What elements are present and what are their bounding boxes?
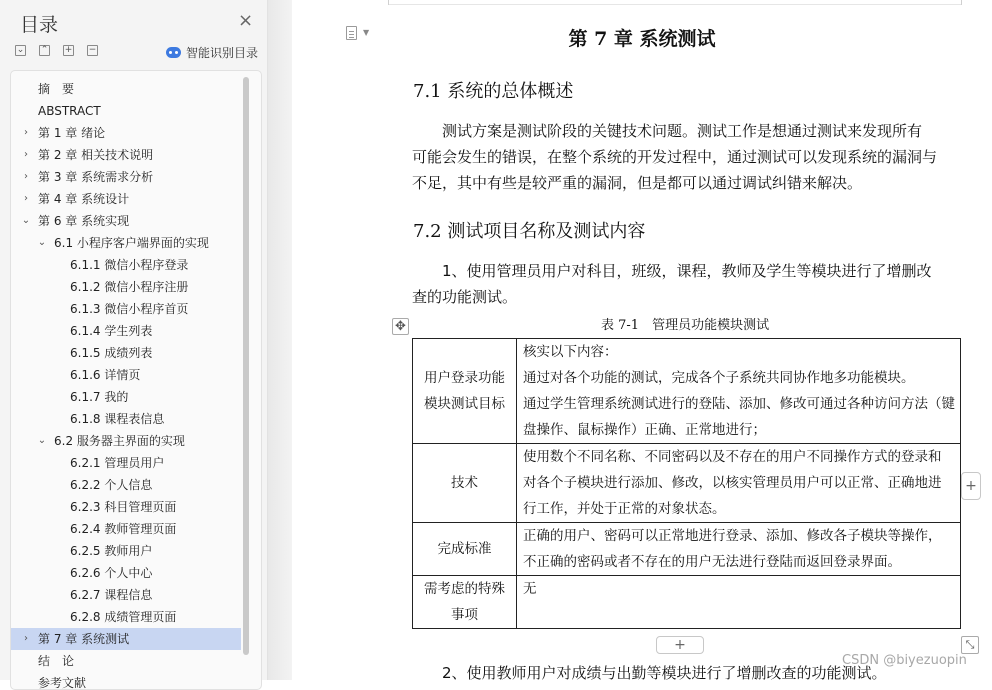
toc-item-label: 6.1.2 微信小程序注册: [70, 280, 189, 294]
cell-text: 完成标准: [437, 541, 492, 557]
cell-text: 无: [523, 581, 537, 597]
panel-divider: [268, 0, 292, 680]
chevron-right-icon[interactable]: ›: [24, 149, 28, 160]
table-content-cell[interactable]: [517, 576, 961, 629]
toc-item-label: 6.2.5 教师用户: [70, 544, 153, 558]
toc-item[interactable]: [11, 650, 261, 672]
chevron-down-icon: ⌄: [16, 45, 25, 55]
table-content-cell[interactable]: [517, 444, 961, 523]
chevron-right-icon[interactable]: ›: [24, 127, 28, 138]
cell-text: 用户登录功能: [424, 370, 505, 386]
toc-item[interactable]: [11, 628, 241, 650]
toc-item-label: 6.1.5 成绩列表: [70, 346, 153, 360]
toc-item-label: 6.2.1 管理员用户: [70, 456, 165, 470]
toc-item[interactable]: [11, 584, 261, 606]
toc-item-label: 6.1.4 学生列表: [70, 324, 153, 338]
watermark: CSDN @biyezuopin: [842, 653, 967, 668]
toc-item-label: 6.2.3 科目管理页面: [70, 500, 177, 514]
toc-item-label: 第 7 章 系统测试: [38, 632, 130, 646]
toc-item-label: 6.1.6 详情页: [70, 368, 141, 382]
collapse-all-button[interactable]: [15, 45, 26, 56]
section-paragraph-7-1: [412, 118, 968, 196]
cell-text: 通过对各个功能的测试，完成各个子系统共同协作地多功能模块。: [523, 370, 915, 386]
toc-item-label: 6.2 服务器主界面的实现: [54, 434, 185, 448]
toc-item[interactable]: [11, 518, 261, 540]
chevron-right-icon[interactable]: ›: [24, 193, 28, 204]
toc-item[interactable]: [11, 276, 261, 298]
plus-icon: +: [64, 45, 73, 55]
toc-scrollbar[interactable]: [243, 77, 249, 655]
close-icon[interactable]: ×: [238, 10, 254, 31]
chevron-down-icon[interactable]: ⌄: [21, 215, 31, 226]
toc-item[interactable]: [11, 232, 261, 254]
toc-item[interactable]: [11, 672, 261, 690]
toc-title: 目录: [20, 14, 59, 36]
cell-text: 盘操作、鼠标操作）正确、正常地进行；: [523, 422, 766, 438]
paragraph-line: 1、使用管理员用户对科目，班级，课程，教师及学生等模块进行了增删改: [412, 262, 932, 280]
toc-item-label: 第 4 章 系统设计: [38, 192, 130, 206]
move-icon: ✥: [395, 319, 406, 334]
toc-item-label: 第 6 章 系统实现: [38, 214, 130, 228]
add-row-button[interactable]: [656, 636, 704, 654]
table-label-cell[interactable]: [413, 523, 517, 576]
toc-list-box: [10, 70, 262, 690]
toc-item[interactable]: [11, 452, 261, 474]
table-caption: 表 7-1 管理员功能模块测试: [601, 318, 770, 333]
cell-text: 正确的用户、密码可以正常地进行登录、添加、修改各子模块等操作，: [523, 528, 942, 544]
section-paragraph-7-2: [412, 258, 968, 310]
table-label-cell[interactable]: [413, 576, 517, 629]
chevron-down-icon[interactable]: ⌄: [37, 435, 47, 446]
toc-item-label: 6.1.1 微信小程序登录: [70, 258, 189, 272]
toc-item-label: 6.1.8 课程表信息: [70, 412, 165, 426]
table-row: [413, 444, 961, 523]
toc-item[interactable]: [11, 562, 261, 584]
resize-icon: ⤡: [965, 638, 975, 651]
chapter-title: 第 7 章 系统测试: [568, 28, 716, 50]
smart-recognize-icon: [166, 47, 181, 58]
cell-text: 需考虑的特殊: [424, 581, 505, 597]
toc-item[interactable]: [11, 254, 261, 276]
toc-item[interactable]: [11, 144, 261, 166]
table-row: [413, 576, 961, 629]
paragraph-line: 查的功能测试。: [412, 288, 518, 306]
paragraph-line: 可能会发生的错误，在整个系统的开发过程中，通过测试可以发现系统的漏洞与: [412, 148, 938, 166]
smart-toc-button[interactable]: [166, 44, 258, 61]
plus-icon: +: [674, 637, 686, 653]
minus-icon: −: [88, 45, 97, 55]
table-label-cell[interactable]: [413, 339, 517, 444]
test-table[interactable]: [412, 338, 961, 629]
section-heading-7-2: 7.2 测试项目名称及测试内容: [413, 221, 646, 242]
cell-text: 行工作，并处于正常的对象状态。: [523, 501, 726, 517]
chevron-right-icon[interactable]: ›: [24, 171, 28, 182]
table-content-cell[interactable]: [517, 523, 961, 576]
toc-item[interactable]: [11, 606, 261, 628]
toc-item[interactable]: [11, 78, 261, 100]
expand-all-button[interactable]: [39, 45, 50, 56]
toc-item-label: 6.2.4 教师管理页面: [70, 522, 177, 536]
toc-item-label: 参考文献: [38, 676, 87, 690]
toc-list: [11, 78, 261, 690]
chevron-up-icon: ⌃: [40, 45, 49, 55]
cell-text: 事项: [451, 607, 478, 623]
toc-item[interactable]: [11, 122, 261, 144]
table-move-handle[interactable]: [392, 318, 409, 335]
toc-item-label: 6.1.7 我的: [70, 390, 129, 404]
toc-item[interactable]: [11, 386, 261, 408]
toc-item[interactable]: [11, 474, 261, 496]
toc-item-label: ABSTRACT: [38, 104, 101, 118]
toc-item-label: 第 3 章 系统需求分析: [38, 170, 154, 184]
chevron-down-icon[interactable]: ⌄: [37, 237, 47, 248]
cell-text: 对各个子模块进行添加、修改，以核实管理员用户可以正常、正确地进: [523, 475, 942, 491]
toc-item-label: 6.2.8 成绩管理页面: [70, 610, 177, 624]
toc-item-label: 6.2.6 个人中心: [70, 566, 153, 580]
toc-item[interactable]: [11, 298, 261, 320]
toc-item-label: 摘 要: [38, 82, 75, 96]
plus-icon: +: [965, 478, 977, 494]
cell-text: 不正确的密码或者不存在的用户无法进行登陆而返回登录界面。: [523, 554, 901, 570]
remove-heading-button[interactable]: [87, 45, 98, 56]
paragraph-line: 测试方案是测试阶段的关键技术问题。测试工作是想通过测试来发现所有: [412, 122, 923, 140]
cell-text: 核实以下内容：: [523, 344, 618, 360]
cell-text: 通过学生管理系统测试进行的登陆、添加、修改可通过各种访问方法（键: [523, 396, 955, 412]
table-row: [413, 339, 961, 444]
toc-item-label: 结 论: [38, 654, 75, 668]
toc-item-label: 6.2.2 个人信息: [70, 478, 153, 492]
toc-panel: [0, 0, 268, 690]
toc-item[interactable]: [11, 342, 261, 364]
toc-item[interactable]: [11, 166, 261, 188]
cell-text: 使用数个不同名称、不同密码以及不存在的用户不同操作方式的登录和: [523, 449, 942, 465]
document-area: [292, 0, 992, 680]
chevron-right-icon[interactable]: ›: [24, 633, 28, 644]
table-label-cell[interactable]: [413, 444, 517, 523]
toc-item[interactable]: [11, 430, 261, 452]
paragraph-line: 不足，其中有些是较严重的漏洞，但是都可以通过调试纠错来解决。: [412, 174, 863, 192]
cell-text: 技术: [451, 475, 478, 491]
toc-item[interactable]: [11, 188, 261, 210]
add-heading-button[interactable]: [63, 45, 74, 56]
page-edge: [388, 0, 962, 5]
toc-item-label: 6.1 小程序客户端界面的实现: [54, 236, 209, 250]
toc-item[interactable]: [11, 540, 261, 562]
toc-item-label: 第 2 章 相关技术说明: [38, 148, 154, 162]
toc-item[interactable]: [11, 210, 261, 232]
cell-text: 模块测试目标: [424, 396, 505, 412]
toc-item[interactable]: [11, 496, 261, 518]
paragraph-line: 2、使用教师用户对成绩与出勤等模块进行了增删改查的功能测试。: [412, 664, 887, 682]
toc-item[interactable]: [11, 364, 261, 386]
toc-item-label: 第 1 章 绪论: [38, 126, 106, 140]
add-column-button[interactable]: [961, 472, 981, 500]
toc-item-label: 6.2.7 课程信息: [70, 588, 153, 602]
toc-item[interactable]: [11, 408, 261, 430]
toc-item[interactable]: [11, 320, 261, 342]
table-content-cell[interactable]: [517, 339, 961, 444]
toc-item[interactable]: [11, 100, 261, 122]
table-row: [413, 523, 961, 576]
smart-toc-label: 智能识别目录: [186, 46, 259, 60]
toc-item-label: 6.1.3 微信小程序首页: [70, 302, 189, 316]
chevron-down-icon[interactable]: ▼: [363, 28, 370, 37]
table-resize-handle[interactable]: [961, 636, 979, 654]
section-heading-7-1: 7.1 系统的总体概述: [413, 81, 574, 102]
